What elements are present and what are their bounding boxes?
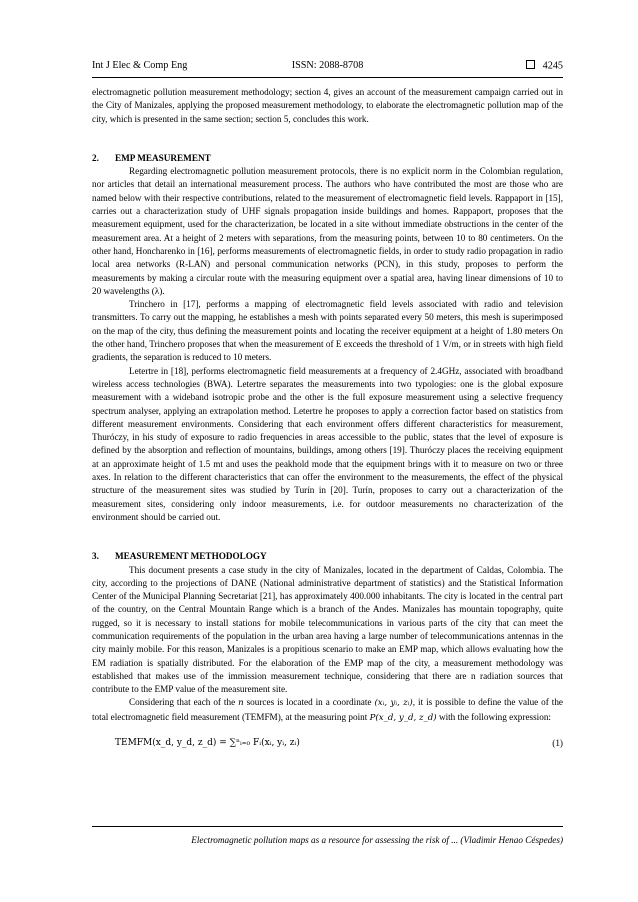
- equation-1: [92, 737, 563, 751]
- paragraph: This document presents a case study in the city of Manizales, located in the department of Caldas, Colombia. The city, according to the projections of DANE (National administrative department of statistics) and the Statistical Information Center of the Municipal Planning Secretariat [21], has approximately 400.000 inhabitants. The city is located in the central part of the country, on the Central Mountain Range which is a branch of the Andes. Manizales has mountain topography, quite rugged, so it is necessary to install stations for mobile telecommunications in various parts of the city that can meet the communication requirements of the population in the urban area having a large number of telecommunications antennas in the city mainly mobile. For this reason, Manizales is a propitious scenario to make an EMP map, which allows evaluating how the EM radiation is spatially distributed. For the elaboration of the EMP map of the city, a measurement methodology was established that makes use of the immission measurement technique, considering that there are n radiation sources that contribute to the EMP value of the measurement site.: [92, 564, 563, 695]
- math-coordinate: (xᵢ, yᵢ, zᵢ): [374, 698, 413, 709]
- section-number: 2.: [92, 152, 99, 163]
- math-point: P(x_d, y_d, z_d): [369, 712, 437, 723]
- issn: ISSN: 2088-8708: [291, 60, 364, 71]
- section-2-heading: [92, 152, 563, 165]
- text-run: sources is located in a coordinate: [243, 697, 375, 708]
- paragraph: [92, 696, 563, 725]
- header-rule: [92, 77, 563, 78]
- text-run: , it is possible to define the value of the total electromagnetic field measurement (TEMFM), at the measuring point: [92, 697, 563, 722]
- running-header: [92, 60, 563, 76]
- text-run: with the following expression:: [436, 711, 551, 722]
- paragraph: Trinchero in [17], performs a mapping of electromagnetic field levels associated with radio and television transmitters. To carry out the mapping, he establishes a mesh with points separated every 50 meters, this mesh is superimposed on the map of the city, thus defining the measurement points and locating the receiver equipment at a height of 1.80 meters On the other hand, Trinchero proposes that when the measurement of E exceeds the threshold of 1 V/m, or in streets with high field gradients, the separation is reduced to 10 meters.: [92, 299, 563, 363]
- running-footer: Electromagnetic pollution maps as a resource for assessing the risk of ... (Vladimir Henao Céspedes): [191, 835, 563, 845]
- checkbox-square-icon: [526, 60, 535, 69]
- section-title: EMP MEASUREMENT: [115, 152, 211, 163]
- body-text: [92, 86, 563, 751]
- section-3-heading: [92, 550, 563, 563]
- math-variable: n: [238, 698, 244, 709]
- paragraph: Regarding electromagnetic pollution measurement protocols, there is no explicit norm in the Colombian regulation, nor articles that detail an international measurement process. The authors who have contributed the most are those who are named below with their respective contributions, related to the measurement of electromagnetic field levels. Rappaport in [15], carries out a characterization study of UHF signals propagation inside buildings and homes. Rappaport, proposes that the measurement equipment, used for the characterization, be located in a site without immediate obstructions in the center of the measurement area. At a height of 2 meters with separations, from the measuring points, between 10 to 80 centimeters. On the other hand, Honcharenko in [16], performs measurements of electromagnetic fields, in order to study radio propagation in radio local area networks (R-LAN) and personal communication networks (PCN), in this study, proposes to perform the measurements by making a circular route with the measuring equipment over a spatial area, having linear dimensions of 10 to 20 wavelengths (λ).: [92, 166, 563, 296]
- text-run: Considering that each of the: [129, 697, 239, 708]
- equation-number: (1): [552, 738, 563, 749]
- section-title: MEASUREMENT METHODOLOGY: [115, 551, 267, 562]
- section-number: 3.: [92, 551, 99, 562]
- intro-paragraph: electromagnetic pollution measurement methodology; section 4, gives an account of the measurement campaign carried out in the City of Manizales, applying the proposed measurement methodology, to elaborate the electromagnetic pollution map of the city, which is presented in the same section; section 5, concludes this work.: [92, 87, 563, 124]
- page-number: 4245: [542, 60, 563, 72]
- journal-name: Int J Elec & Comp Eng: [92, 60, 188, 71]
- footer-rule: [92, 826, 563, 827]
- equation-expression: TEMFM(x_d, y_d, z_d) = ∑ⁿᵢ₌₀ Fᵢ(xᵢ, yᵢ, zᵢ): [115, 738, 300, 749]
- page-number-group: [526, 60, 563, 72]
- paragraph: Letertre in [18], performs electromagnetic field measurements at a frequency of 2.4GHz, associated with broadband wireless access technologies (BWA). Letertre separates the measurements into two typologies: one is the global exposure measurement with a wideband isotropic probe and the other is the full exposure measurement using a selective frequency spectrum analyser, applying an extrapolation method. Letertre he proposes to apply a correction factor based on statistics from different measurement environments. Considering that each environment offers different characteristics for measurement, Thuróczy, in his study of exposure to radio frequencies in areas accessible to the public, states that the level of exposure is defined by the absorption and reflection of mountains, buildings, among others [19]. Thuróczy places the receiving equipment at an approximate height of 1.5 mt and uses the peakhold mode that the equipment brings with it to measure on two or three axes. In relation to the different characteristics that can offer the environment to the measurements, the effect of the physical structure of the measurement sites was studied by Turín in [20]. Turín, proposes to carry out a characterization of the measurement sites, considering only indoor measurements, i.e. for outdoor measurements no characterization of the environment should be carried out.: [92, 365, 563, 522]
